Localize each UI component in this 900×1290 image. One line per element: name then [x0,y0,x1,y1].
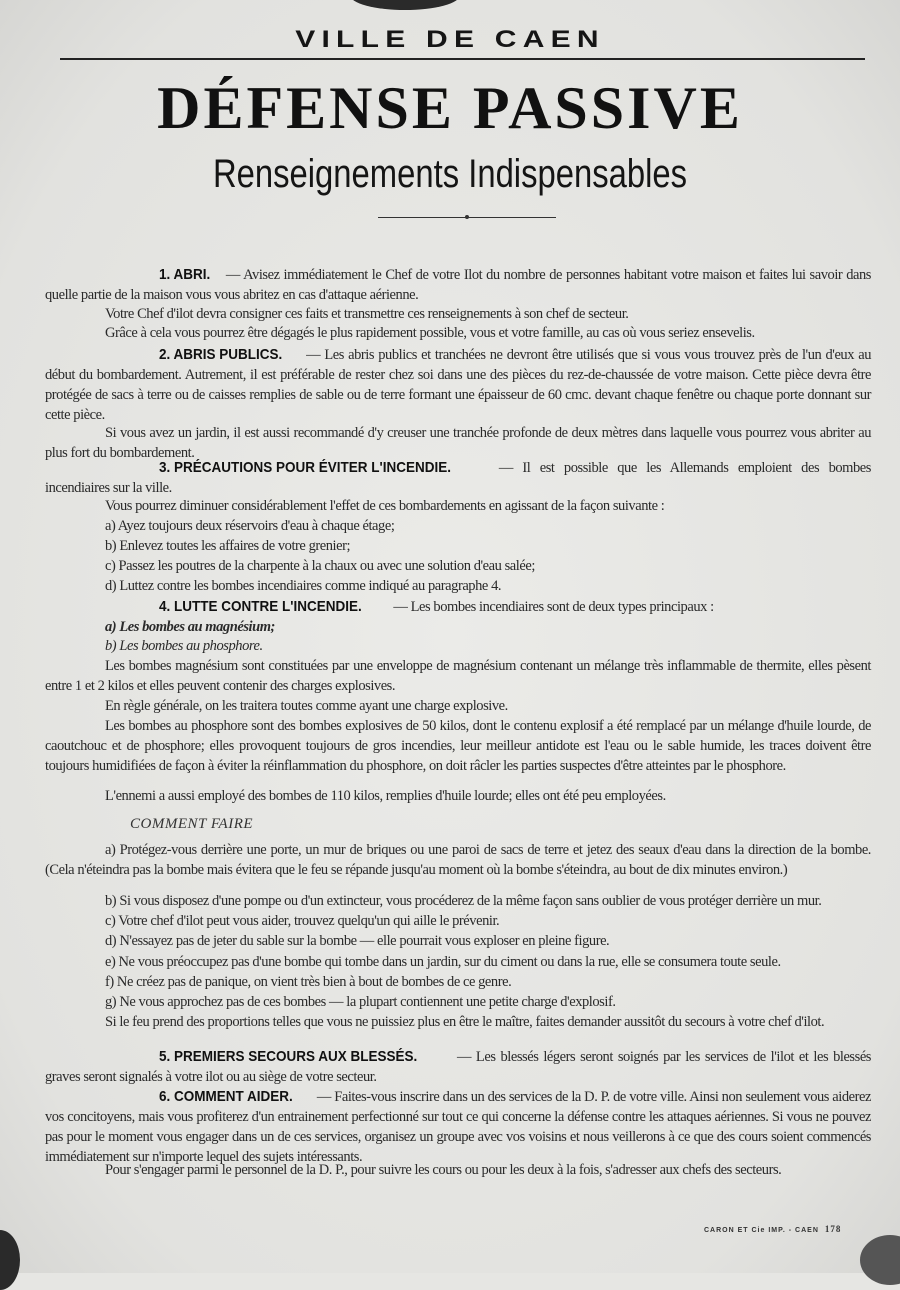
section-heading: 2. ABRIS PUBLICS. [159,346,283,363]
paragraph: En règle générale, on les traitera toutes comme ayant une charge explosive. [105,698,508,714]
print-number: 178 [824,1224,842,1234]
section-text: — Avisez immédiatement le Chef de votre Ilot du nombre de personnes habitant votre maison et faites lui savoir dans quelle partie de la maison vous vous abritez en cas d'attaque aérienne. [45,267,871,303]
paragraph: Grâce à cela vous pourrez être dégagés le plus rapidement possible, vous et votre famille, au cas où vous seriez ensevelis. [105,325,755,341]
section-text: — Les bombes incendiaires sont de deux types principaux : [390,599,714,615]
section-heading: 4. LUTTE CONTRE L'INCENDIE. [159,598,362,615]
section-comment-aider [45,1087,871,1167]
section-text: — Faites-vous inscrire dans un des services de la D. P. de votre ville. Ainsi non seulement vous aiderez vos concitoyens, mais vous profiterez d'un entrainement perfectionné sur tout ce qui concerne la défense contre les attaques aériennes. Si vous ne pouvez pas pour le moment vous engager dans un de ces services, organisez un groupe avec vos voisins et nous veillerons à ce que des cours soient commencés immédiatement sur n'importe lequel des sujets intéressants. [45,1089,871,1165]
list-item: b) Si vous disposez d'une pompe ou d'un extincteur, vous procéderez de la même façon sans oublier de vous protéger derrière un mur. [105,893,822,909]
section-premiers-secours [45,1047,871,1087]
paragraph: Pour s'engager parmi le personnel de la D. P., pour suivre les cours ou pour les deux à la fois, s'adresser aux chefs des secteurs. [105,1162,782,1178]
list-item: a) Les bombes au magnésium; [105,619,275,635]
city-header: VILLE DE CAEN [295,26,605,53]
paragraph: Votre Chef d'ilot devra consigner ces faits et transmettre ces renseignements à son chef de secteur. [105,306,629,322]
paragraph: L'ennemi a aussi employé des bombes de 110 kilos, remplies d'huile lourde; elles ont été peu employées. [105,788,666,804]
paragraph: Les bombes au phosphore sont des bombes explosives de 50 kilos, dont le contenu explosif a été remplacé par un mélange d'huile lourde, de caoutchouc et de phosphore; elles provoquent toujours de gros incendies, leur meilleur antidote est l'eau ou le sable humide, les traces doivent être toujours humidifiées de façon à éviter la réinflammation du phosphore, on doit râcler les parties suspectes d'être atteintes par le phosphore. [45,718,871,774]
printer-name: CARON ET Cie IMP. - CAEN [704,1227,819,1234]
section-heading: 1. ABRI. [159,266,211,283]
header-rule [60,58,865,60]
ornament-dot [465,215,469,219]
list-item: c) Passez les poutres de la charpente à la chaux ou avec une solution d'eau salée; [105,558,535,574]
list-item: a) Protégez-vous derrière une porte, un mur de briques ou une paroi de sacs de terre et jetez des seaux d'eau dans la direction de la bombe. (Cela n'éteindra pas la bombe mais évitera que le feu se répande jusqu'au moment où la bombe s'éteindra, au bout de dix minutes environ.) [45,842,871,878]
section-text: — Les blessés légers seront soignés par les services de l'ilot et les blessés graves seront signalés à votre ilot ou au siège de votre secteur. [45,1049,871,1085]
section-lutte [45,597,871,617]
paragraph: Les bombes magnésium sont constituées par une enveloppe de magnésium contenant un mélange très inflammable de thermite, elles pèsent entre 1 et 2 kilos et elles peuvent contenir des charges explosives. [45,658,871,694]
list-item: b) Les bombes au phosphore. [105,638,263,654]
paragraph: Si le feu prend des proportions telles que vous ne puissiez plus en être le maître, faites demander aussitôt du secours à votre chef d'ilot. [105,1014,825,1030]
section-text: — Il est possible que les Allemands emploient des bombes incendiaires sur la ville. [45,460,871,496]
section-precautions [45,458,871,498]
list-item: d) N'essayez pas de jeter du sable sur la bombe — elle pourrait vous exploser en pleine figure. [105,933,610,949]
list-item: a) Ayez toujours deux réservoirs d'eau à chaque étage; [105,518,395,534]
subheading-comment-faire: COMMENT FAIRE [130,816,254,832]
section-abris-publics [45,345,871,425]
section-abri [45,265,871,305]
list-item: b) Enlevez toutes les affaires de votre grenier; [105,538,351,554]
section-heading: 6. COMMENT AIDER. [159,1088,293,1105]
list-item: e) Ne vous préoccupez pas d'une bombe qui tombe dans un jardin, sur du ciment ou dans la rue, elle se consumera toute seule. [105,954,781,970]
list-item: f) Ne créez pas de panique, on vient très bien à bout de bombes de ce genre. [105,974,512,990]
section-heading: 3. PRÉCAUTIONS POUR ÉVITER L'INCENDIE. [159,459,452,476]
section-heading: 5. PREMIERS SECOURS AUX BLESSÉS. [159,1048,418,1065]
list-item: d) Luttez contre les bombes incendiaires comme indiqué au paragraphe 4. [105,578,502,594]
section-text: — Les abris publics et tranchées ne devront être utilisés que si vous vous trouvez près de l'un d'eux au début du bombardement. Autrement, il est préférable de rester chez soi dans une des pièces du rez-de-chaussée de votre maison. Cette pièce devra être protégée de sacs à terre ou de caisses remplies de sable ou de terre formant une épaisseur de 60 cmc. devant chaque fenêtre ou chaque porte donnant sur cette pièce. [45,347,871,423]
page-subtitle: Renseignements Indispensables [212,152,688,196]
paragraph: Si vous avez un jardin, il est aussi recommandé d'y creuser une tranchée profonde de deux mètres dans laquelle vous pourrez vous abriter au plus fort du bombardement. [45,425,871,461]
list-item: g) Ne vous approchez pas de ces bombes — la plupart contiennent une petite charge d'explosif. [105,994,616,1010]
page-title: DÉFENSE PASSIVE [157,75,743,141]
printer-imprint [704,1224,841,1234]
paragraph: Vous pourrez diminuer considérablement l'effet de ces bombardements en agissant de la façon suivante : [105,498,665,514]
list-item: c) Votre chef d'ilot peut vous aider, trouvez quelqu'un qui aille le prévenir. [105,913,500,929]
